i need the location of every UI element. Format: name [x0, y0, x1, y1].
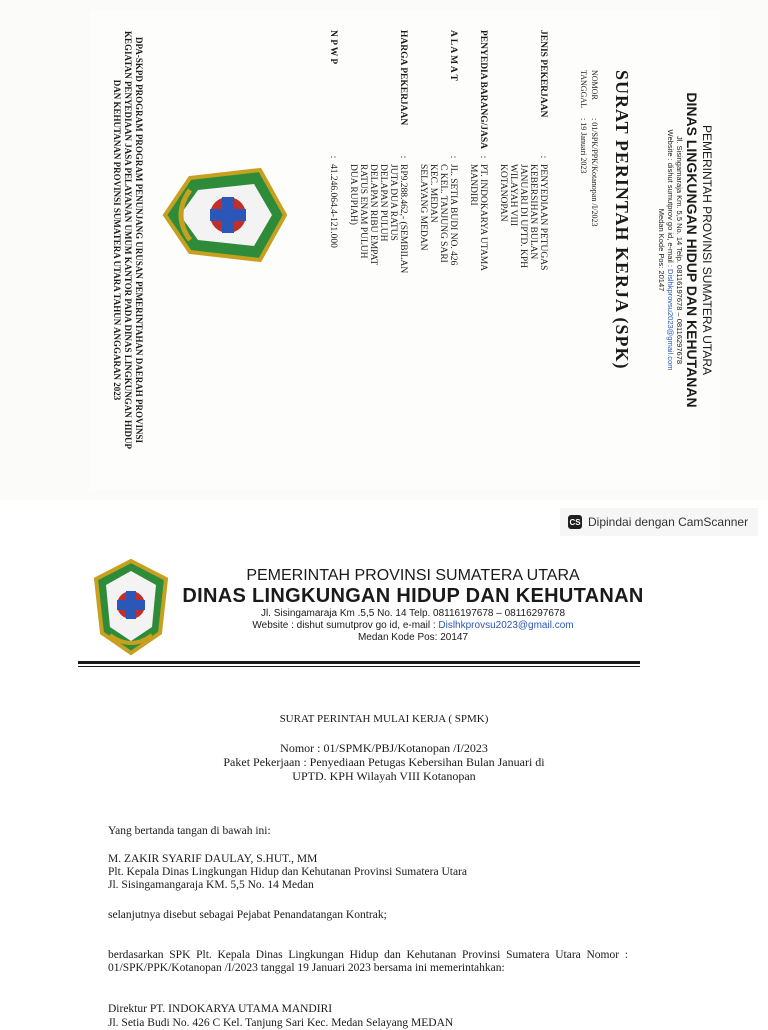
spk-row-key: JENIS PEKERJAAN: [538, 30, 548, 118]
spmk-website-label: Website : dishut sumutprov go id, e-mail :: [252, 620, 436, 631]
spk-nomor-value: 01/SPK/PPK/Kotanopan /I/2023: [590, 122, 599, 227]
spk-tanggal-label: TANGGAL: [579, 70, 588, 109]
spmk-director: Direktur PT. INDOKARYA UTAMA MANDIRI: [108, 1003, 333, 1015]
spmk-email-link[interactable]: Dislhkprovsu2023@gmail.com: [438, 620, 574, 631]
spk-row-value: PT. INDOKARYA UTAMA MANDIRI: [468, 164, 488, 271]
spmk-nomor: Nomor : 01/SPMK/PBJ/Kotanopan /I/2023: [280, 741, 488, 755]
province-emblem-icon: [160, 160, 290, 270]
letterhead-rule-thin: [78, 666, 640, 667]
spk-nomor-label: NOMOR: [590, 70, 599, 100]
spk-row-value: RP9.288.462,- (SEMBILAN JUTA DUA RATUS DELAPAN PULUH DELAPAN RIBU EMPAT RATUS ENAM PULUH DUA RUPIAH): [348, 164, 408, 274]
spk-row-key: HARGA PEKERJAAN: [398, 30, 408, 126]
spk-row-key: PENYEDIA BARANG/JASA: [478, 30, 488, 150]
spk-tanggal-value: 19 Januari 2023: [579, 122, 588, 174]
spk-title: SURAT PERINTAH KERJA (SPK): [612, 70, 632, 370]
spmk-page: [0, 545, 768, 1029]
spk-nomor-block: NOMOR: 01/SPK/PPK/Kotanopan /I/2023 TANGGAL: 19 Januari 2023: [579, 70, 599, 227]
spk-rotated-content: [90, 10, 720, 490]
spk-row-value: PENYEDIAAN PETUGAS KEBERSIHAN BULAN JANUARI DI UPTD. KPH WILAYAH VIII KOTANOPAN: [498, 164, 548, 271]
spmk-paket-line2: UPTD. KPH Wilayah VIII Kotanopan: [292, 769, 476, 783]
spk-postal: Medan Kode Pos: 20147: [657, 208, 666, 292]
spmk-signer-address: Jl. Sisingamangaraja KM. 5,5 No. 14 Medan: [108, 879, 314, 891]
spk-province: PEMERINTAH PROVINSI SUMATERA UTARA: [700, 124, 714, 376]
spk-row-value: JL. SETIA BUDI NO. 426 C KEL. TANJUNG SARI KEC. MEDAN SELAYANG MEDAN: [418, 164, 458, 266]
camscanner-icon: CS: [568, 515, 582, 529]
spmk-referred: selanjutnya disebut sebagai Pejabat Penandatangan Kontrak;: [108, 909, 387, 921]
spk-letterhead: [620, 10, 720, 490]
spmk-signer-name: M. ZAKIR SYARIF DAULAY, S.HUT., MM: [108, 853, 318, 865]
spk-budget-footer: DPA-SKPD PROGRAM PROGRAM PENUNJANG URUSAN PEMERINTAHAN DAERAH PROVINSI KEGIATAN PENYEDIAAN JASA PELAYANAN UMUM KANTOR PADA DINAS LINGKUNGAN HIDUP DAN KEHUTANAN PROVINSI SUMATERA UTARA TAHUN ANGGARAN 2023: [112, 31, 144, 449]
spmk-dinas: DINAS LINGKUNGAN HIDUP DAN KEHUTANAN: [182, 585, 644, 607]
spmk-letterhead: [178, 567, 648, 644]
camscanner-badge: [560, 508, 758, 536]
spmk-signer-position: Plt. Kepala Dinas Lingkungan Hidup dan Kehutanan Provinsi Sumatera Utara: [108, 866, 467, 878]
spmk-paket-line1: Paket Pekerjaan : Penyediaan Petugas Kebersihan Bulan Januari di: [223, 755, 545, 769]
spk-row-value: 41.246.064.4-121.000: [328, 164, 338, 248]
spk-row-harga: HARGA PEKERJAAN : RP9.288.462,- (SEMBILAN JUTA DUA RATUS DELAPAN PULUH DELAPAN RIBU EMPAT RATUS ENAM PULUH DUA RUPIAH): [348, 30, 408, 274]
spmk-signer-block: [108, 853, 628, 892]
spmk-title: SURAT PERINTAH MULAI KERJA ( SPMK): [279, 713, 489, 725]
spmk-intro: Yang bertanda tangan di bawah ini:: [108, 825, 271, 837]
province-emblem-icon: [90, 557, 172, 657]
spk-row-key: N P W P: [328, 30, 338, 65]
spk-row-jenis: JENIS PEKERJAAN : PENYEDIAAN PETUGAS KEBERSIHAN BULAN JANUARI DI UPTD. KPH WILAYAH VIII KOTANOPAN: [498, 30, 548, 470]
camscanner-label: Dipindai dengan CamScanner: [588, 515, 749, 529]
spk-address: Jl. Sisingamaraja Km. 5,5 No. 14 Telp. 08116197678 – 08116297678: [675, 135, 684, 365]
spmk-director-address: Jl. Setia Budi No. 426 C Kel. Tanjung Sari Kec. Medan Selayang MEDAN: [108, 1017, 454, 1029]
spmk-website-line: [178, 620, 648, 632]
spk-detail-table: [318, 30, 548, 470]
spk-page: [0, 0, 768, 500]
spk-website-line: [666, 10, 675, 490]
spk-row-key: A L A M A T: [448, 30, 458, 81]
spmk-province: PEMERINTAH PROVINSI SUMATERA UTARA: [246, 567, 580, 584]
spk-row-alamat: A L A M A T : JL. SETIA BUDI NO. 426 C KEL. TANJUNG SARI KEC. MEDAN SELAYANG MEDAN: [418, 30, 458, 470]
spmk-address: Jl. Sisingamaraja Km .5,5 No. 14 Telp. 08116197678 – 08116297678: [260, 608, 566, 619]
spk-email-link[interactable]: Dislhkprovsu2023@gmail.com: [666, 269, 675, 371]
spk-website-label: Website : dishut sumutprov go id, e-mail :: [666, 129, 675, 267]
letterhead-rule-thick: [78, 661, 640, 664]
spmk-postal: Medan Kode Pos: 20147: [357, 632, 469, 643]
spk-row-npwp: N P W P : 41.246.064.4-121.000: [328, 30, 338, 470]
spk-row-penyedia: PENYEDIA BARANG/JASA : PT. INDOKARYA UTAMA MANDIRI: [468, 30, 488, 470]
spmk-nomor-block: [0, 741, 768, 783]
spk-dinas: DINAS LINGKUNGAN HIDUP DAN KEHUTANAN: [684, 92, 700, 408]
spmk-basis: berdasarkan SPK Plt. Kepala Dinas Lingkungan Hidup dan Kehutanan Provinsi Sumatera Utara Nomor : 01/SPK/PPK/Kotanopan /I/2023 tanggal 19 Januari 2023 bersama ini memerintahkan:: [108, 949, 628, 974]
